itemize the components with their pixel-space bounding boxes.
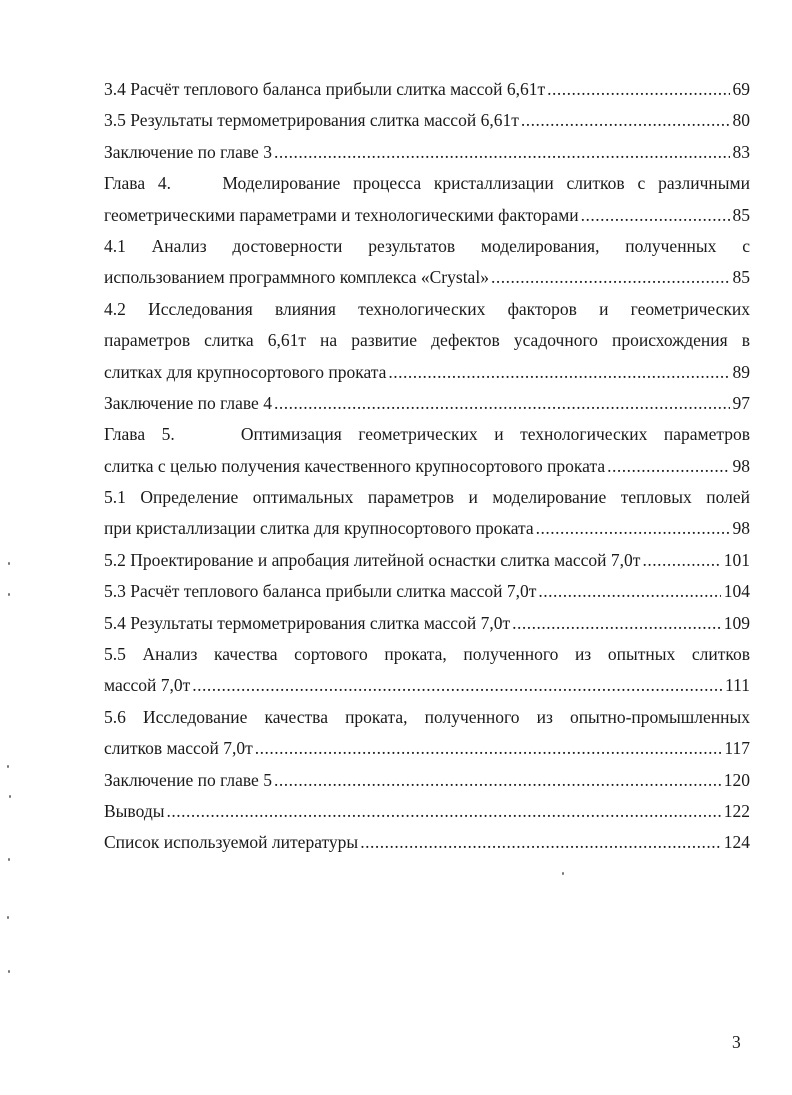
toc-entry-title: слитков массой 7,0т [104,738,253,759]
toc-entry-title: использованием программного комплекса «Crystal» [104,267,489,288]
toc-entry [104,827,750,858]
dot-leader [388,357,729,388]
toc-entry [104,545,750,576]
dot-leader [512,608,721,639]
toc-entry-line: 4.1 Анализ достоверности результатов моделирования, полученных с [104,235,750,256]
toc-entry-title: Список используемой литературы [104,832,359,853]
scan-speck [8,858,10,861]
toc-entry-title: геометрическими параметрами и технологическими факторами [104,204,579,225]
toc-entry-page: 120 [723,769,750,790]
dot-leader [192,670,722,701]
toc-entry-title: 3.5 Результаты термометрирования слитка массой 6,61т [104,110,519,131]
toc-entry [104,513,750,544]
toc-entry-title: массой 7,0т [104,675,191,696]
toc-entry-line: параметров слитка 6,61т на развитие дефектов усадочного происхождения в [104,330,750,351]
toc-entry-page: 85 [732,204,750,225]
toc-entry-title: 3.4 Расчёт теплового баланса прибыли слитка массой 6,61т [104,79,546,99]
scan-speck [8,970,10,973]
dot-leader [274,765,721,796]
dot-leader [255,733,722,764]
dot-leader [274,137,730,168]
dot-leader [491,262,730,293]
toc-entry-title: Заключение по главе 3 [104,141,272,162]
toc-entry [104,200,750,231]
dot-leader [607,451,729,482]
toc-entry-title: слитка с целью получения качественного крупносортового проката [104,455,606,476]
toc-entry-title: Выводы [104,800,165,821]
toc-entry-page: 111 [725,675,750,696]
toc-entry [104,765,750,796]
toc-entry-line: Глава 5. Оптимизация геометрических и технологических параметров [104,424,750,445]
scan-speck [7,765,9,768]
toc-entry [104,262,750,293]
toc-entry [104,451,750,482]
toc-entry-page: 122 [723,800,750,821]
toc-entry-page: 101 [723,549,750,570]
dot-leader [547,74,729,105]
toc-entry [104,105,750,136]
toc-entry-line: Глава 4. Моделирование процесса кристаллизации слитков с различными [104,173,750,194]
scan-speck [562,872,564,875]
toc-entry [104,796,750,827]
toc-entry-page: 83 [732,141,750,162]
toc-entry-page: 104 [723,581,750,602]
toc-entry [104,388,750,419]
scan-speck [8,593,10,596]
toc-entry-page: 80 [732,110,750,131]
toc-entry-page: 124 [723,832,750,853]
toc-entry-line: 5.1 Определение оптимальных параметров и моделирование тепловых полей [104,487,750,508]
scan-speck [7,916,9,919]
toc-entry-line: 4.2 Исследования влияния технологических факторов и геометрических [104,298,750,319]
toc-entry [104,670,750,701]
toc-entry [104,733,750,764]
toc-entry-title: 5.3 Расчёт теплового баланса прибыли слитка массой 7,0т [104,581,537,602]
scan-speck [9,795,11,798]
toc-entry [104,137,750,168]
dot-leader [581,200,730,231]
toc-entry-title: Заключение по главе 4 [104,392,272,413]
toc-entry-page: 89 [732,361,750,382]
toc-entry-title: 5.2 Проектирование и апробация литейной оснастки слитка массой 7,0т [104,549,641,570]
toc-entry-page: 97 [732,392,750,413]
toc-entry-page: 69 [732,79,750,99]
dot-leader [274,388,730,419]
toc-entry-page: 98 [732,455,750,476]
toc-entry [104,74,750,105]
dot-leader [360,827,721,858]
toc-entry-page: 109 [723,612,750,633]
dot-leader [536,513,730,544]
toc-entry-line: 5.5 Анализ качества сортового проката, полученного из опытных слитков [104,644,750,665]
toc-entry-title: слитках для крупносортового проката [104,361,387,382]
dot-leader [538,576,720,607]
toc-entry-page: 98 [732,518,750,539]
toc-entry-title: Заключение по главе 5 [104,769,272,790]
scan-speck [8,562,10,565]
toc-entry [104,357,750,388]
toc-entry-page: 85 [732,267,750,288]
toc-entry-title: 5.4 Результаты термометрирования слитка массой 7,0т [104,612,511,633]
toc-entry-line: 5.6 Исследование качества проката, полученного из опытно-промышленных [104,706,750,727]
dot-leader [521,105,730,136]
table-of-contents [104,74,750,859]
toc-entry-page: 117 [724,738,750,759]
page-number: 3 [732,1032,741,1052]
toc-entry-title: при кристаллизации слитка для крупносортового проката [104,518,534,539]
toc-entry [104,608,750,639]
dot-leader [642,545,720,576]
dot-leader [166,796,720,827]
toc-entry [104,576,750,607]
